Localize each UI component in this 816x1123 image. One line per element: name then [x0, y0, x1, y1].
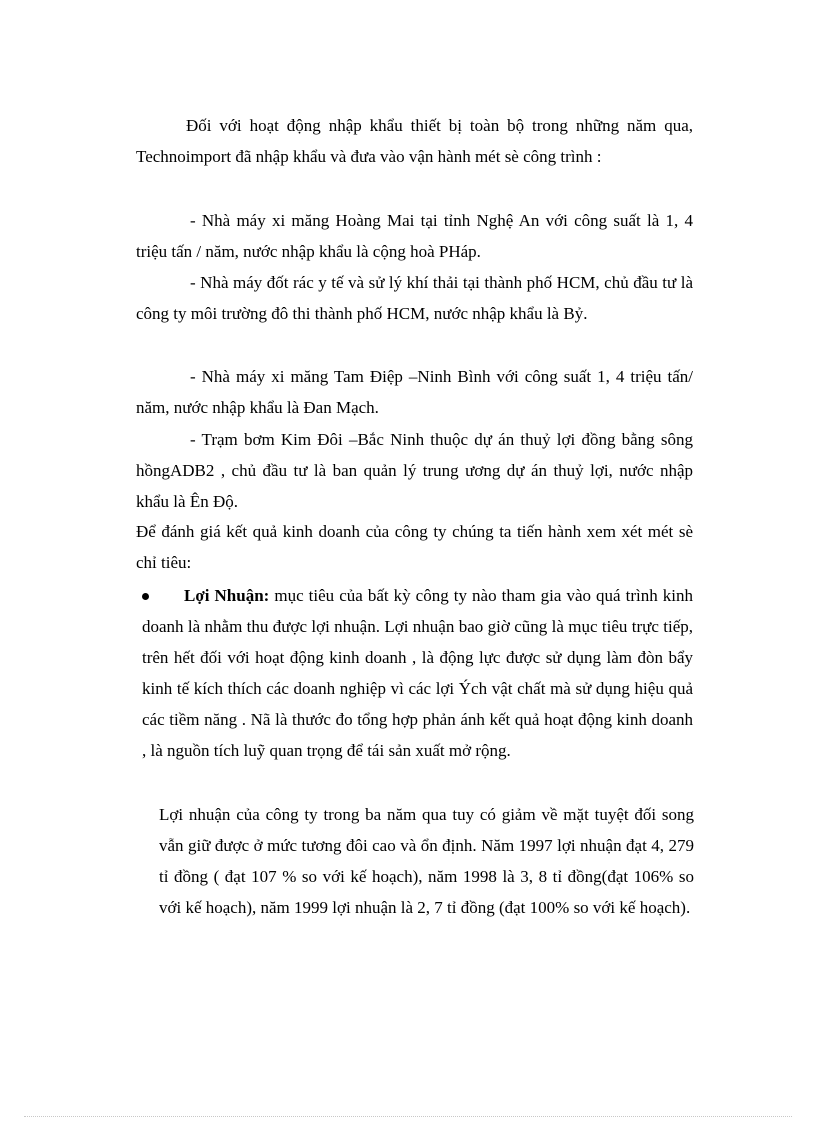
bullet-term: Lợi Nhuận: — [184, 586, 270, 605]
project-item-3: - Nhà máy xi măng Tam Điệp –Ninh Bình với công suất 1, 4 triệu tấn/ năm, nước nhập khẩu là Đan Mạch. — [136, 367, 693, 417]
project-item-2: - Nhà máy đốt rác y tế và sử lý khí thải tại thành phố HCM, chủ đầu tư là công ty môi trường đô thi thành phố HCM, nước nhập khẩu là Bỷ. — [136, 273, 693, 323]
evaluation-paragraph: Để đánh giá kết quả kinh doanh của công ty chúng ta tiến hành xem xét mét sè chỉ tiêu: — [136, 522, 693, 572]
bullet-text: mục tiêu của bất kỳ công ty nào tham gia vào quá trình kinh doanh là nhằm thu được lợi nhuận. Lợi nhuận bao giờ cũng là mục tiêu trực tiếp, trên hết đối với hoạt động kinh doanh , là động lực được sử dụng làm đòn bẩy kinh tế kích thích các doanh nghiệp vì các lợi Ých vật chất mà sử dụng hiệu quả các tiềm năng . Nã là thước đo tổng hợp phản ánh kết quả hoạt động kinh doanh , là nguồn tích luỹ quan trọng để tái sản xuất mở rộng. — [142, 586, 693, 760]
page-bottom-rule — [24, 1116, 792, 1117]
project-item-4: - Trạm bơm Kim Đôi –Bắc Ninh thuộc dự án thuỷ lợi đồng bằng sông hồngADB2 , chủ đầu tư là ban quản lý trung ương dự án thuỷ lợi, nước nhập khẩu là Ên Độ. — [136, 430, 693, 511]
project-item-1: - Nhà máy xi măng Hoàng Mai tại tỉnh Nghệ An với công suất là 1, 4 triệu tấn / năm, nước nhập khẩu là cộng hoà PHáp. — [136, 211, 693, 261]
profit-paragraph: Lợi nhuận của công ty trong ba năm qua tuy có giảm về mặt tuyệt đối song vẫn giữ được ở mức tương đôi cao và ổn định. Năm 1997 lợi nhuận đạt 4, 279 tỉ đồng ( đạt 107 % so với kế hoạch), năm 1998 là 3, 8 tỉ đồng(đạt 106% so với kế hoạch), năm 1999 lợi nhuận là 2, 7 tỉ đồng (đạt 100% so với kế hoạch). — [159, 805, 694, 917]
intro-paragraph: Đối với hoạt động nhập khẩu thiết bị toàn bộ trong những năm qua, Technoimport đã nhập khẩu và đưa vào vận hành mét sè công trình : — [136, 116, 693, 166]
bullet-paragraph — [142, 580, 693, 766]
